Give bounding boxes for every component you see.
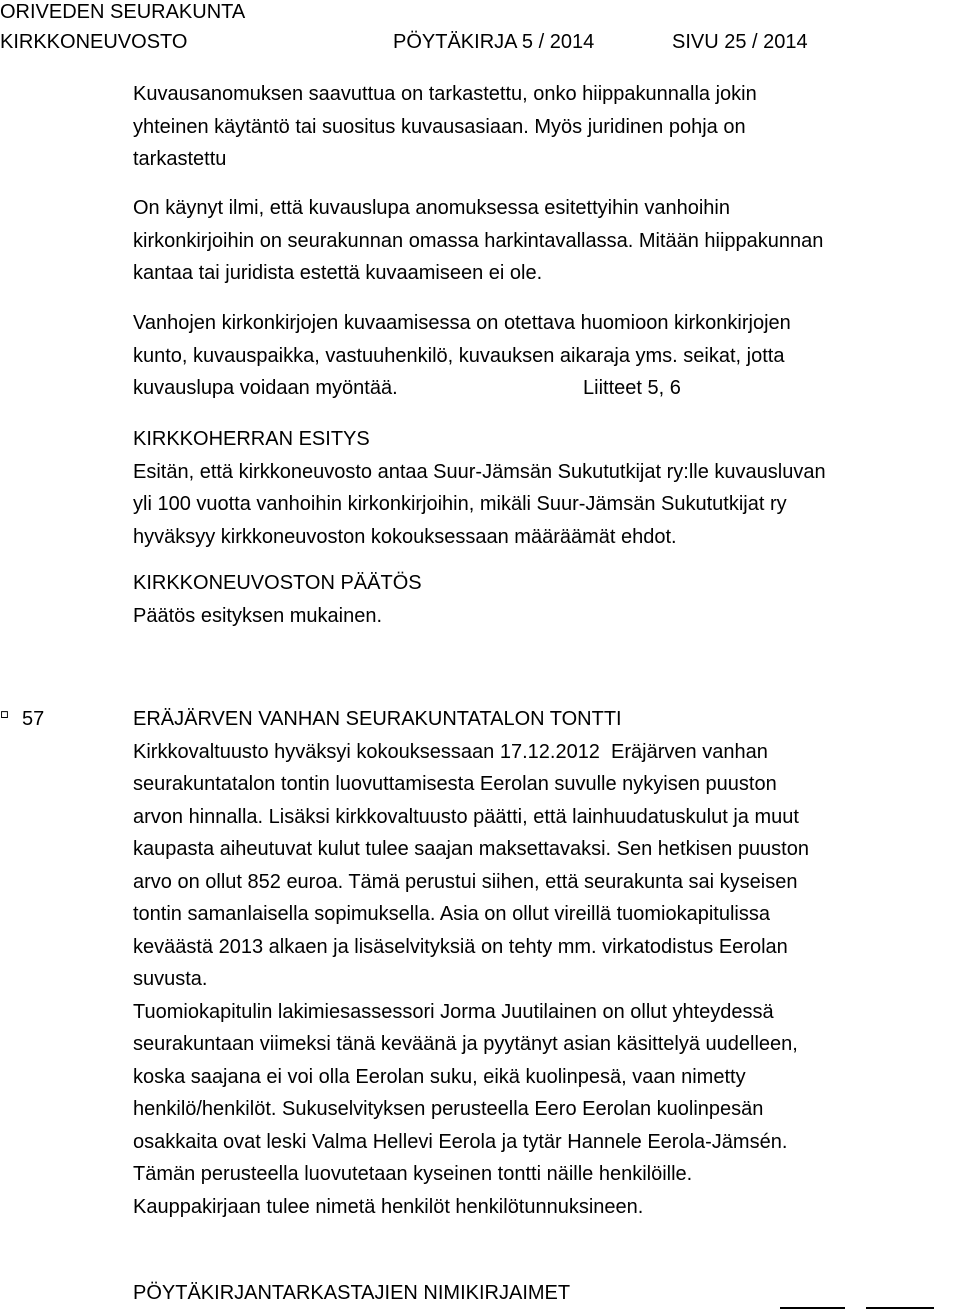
text-line: osakkaita ovat leski Valma Hellevi Eerola ja tytär Hannele Eerola-Jämsén. xyxy=(133,1130,788,1153)
text-line: seurakuntatalon tontin luovuttamisesta Eerolan suvulle nykyisen puuston xyxy=(133,773,777,795)
text-line: hyväksyy kirkkoneuvoston kokouksessaan määräämät ehdot. xyxy=(133,525,677,548)
text-line: kaupasta aiheutuvat kulut tulee saajan maksettavaksi. Sen hetkisen puuston xyxy=(133,838,809,860)
text-line: kantaa tai juridista estettä kuvaamiseen ei ole. xyxy=(133,262,543,284)
text-line: Kauppakirjaan tulee nimetä henkilöt henkilötunnuksineen. xyxy=(133,1195,644,1218)
signature-line xyxy=(780,1307,845,1309)
text-line: yhteinen käytäntö tai suositus kuvausasiaan. Myös juridinen pohja on xyxy=(133,115,746,138)
page-number: SIVU 25 / 2014 xyxy=(672,31,808,53)
text-line: Kirkkovaltuusto hyväksyi kokouksessaan 17.12.2012 Eräjärven vanhan xyxy=(133,740,768,763)
text-line: tontin samanlaisella sopimuksella. Asia on ollut vireillä tuomiokapitulissa xyxy=(133,903,770,925)
paragraph-review xyxy=(133,78,960,176)
text-line: Tuomiokapitulin lakimiesassessori Jorma Juutilainen on ollut yhteydessä xyxy=(133,1000,774,1023)
text-line: Tämän perusteella luovutetaan kyseinen tontti näille henkilöille. xyxy=(133,1163,693,1185)
section-57 xyxy=(133,703,960,1223)
text-line: On käynyt ilmi, että kuvauslupa anomuksessa esitettyihin vanhoihin xyxy=(133,197,730,219)
text-line: Kuvausanomuksen saavuttua on tarkastettu, onko hiippakunnalla jokin xyxy=(133,83,757,105)
organization-name: ORIVEDEN SEURAKUNTA xyxy=(0,1,246,23)
text-line: yli 100 vuotta vanhoihin kirkonkirjoihin, mikäli Suur-Jämsän Sukututkijat ry xyxy=(133,493,787,515)
minutes-number: PÖYTÄKIRJA 5 / 2014 xyxy=(393,31,595,53)
decision-text: Päätös esityksen mukainen. xyxy=(133,604,383,627)
signature-line xyxy=(866,1307,934,1309)
attachments-reference: Liitteet 5, 6 xyxy=(583,377,681,399)
text-line: tarkastettu xyxy=(133,148,227,170)
proposal-section xyxy=(133,423,960,553)
decision-section xyxy=(133,567,960,632)
governing-body: KIRKKONEUVOSTO xyxy=(0,31,188,53)
section-bullet-icon: ⸋ xyxy=(0,708,9,728)
text-line: arvo on ollut 852 euroa. Tämä perustui siihen, että seurakunta sai kyseisen xyxy=(133,870,798,893)
paragraph-findings xyxy=(133,192,960,290)
text-line: kunto, kuvauspaikka, vastuuhenkilö, kuvauksen aikaraja yms. seikat, jotta xyxy=(133,344,785,367)
text-line: keväästä 2013 alkaen ja lisäselvityksiä on tehty mm. virkatodistus Eerolan xyxy=(133,935,788,958)
proposal-heading: KIRKKOHERRAN ESITYS xyxy=(133,428,370,450)
signatures-heading: PÖYTÄKIRJANTARKASTAJIEN NIMIKIRJAIMET xyxy=(133,1282,571,1304)
text-line: seurakuntaan viimeksi tänä keväänä ja pyytänyt asian käsittelyä uudelleen, xyxy=(133,1033,798,1055)
text-line: kirkonkirjoihin on seurakunnan omassa harkintavallassa. Mitään hiippakunnan xyxy=(133,229,824,252)
text-line: henkilö/henkilöt. Sukuselvityksen perusteella Eero Eerolan kuolinpesän xyxy=(133,1098,764,1120)
section-title: ERÄJÄRVEN VANHAN SEURAKUNTATALON TONTTI xyxy=(133,708,622,730)
text-line: koska saajana ei voi olla Eerolan suku, eikä kuolinpesä, vaan nimetty xyxy=(133,1065,746,1088)
text-line: suvusta. xyxy=(133,968,208,990)
text-line: Vanhojen kirkonkirjojen kuvaamisessa on otettava huomioon kirkonkirjojen xyxy=(133,312,791,334)
section-number: 57 xyxy=(22,708,45,730)
text-line: arvon hinnalla. Lisäksi kirkkovaltuusto päätti, että lainhuudatuskulut ja muut xyxy=(133,805,799,828)
decision-heading: KIRKKONEUVOSTON PÄÄTÖS xyxy=(133,572,422,594)
text-line: Esitän, että kirkkoneuvosto antaa Suur-Jämsän Sukututkijat ry:lle kuvausluvan xyxy=(133,460,826,483)
text-line: kuvauslupa voidaan myöntää. xyxy=(133,377,398,399)
